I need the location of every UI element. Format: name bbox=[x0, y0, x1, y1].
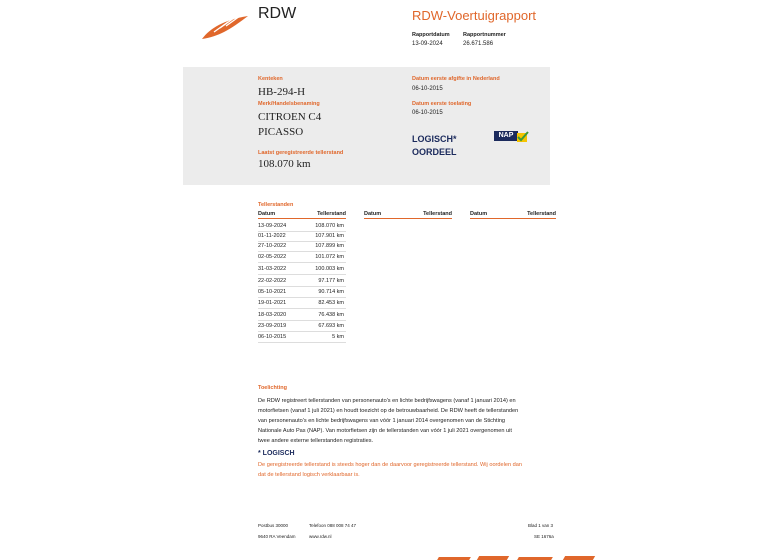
afgifte-value: 06-10-2015 bbox=[412, 86, 443, 92]
row-stand: 108.070 km bbox=[315, 223, 344, 229]
table-row bbox=[258, 276, 346, 287]
toelichting-paragraph bbox=[258, 396, 578, 446]
merk-value-line2: PICASSO bbox=[258, 126, 304, 138]
check-icon bbox=[516, 130, 530, 144]
col-header-datum-3: Datum bbox=[470, 211, 500, 219]
nap-logo-text: NAP bbox=[494, 131, 518, 141]
report-title: RDW-Voertuigrapport bbox=[412, 8, 537, 23]
row-stand: 101.072 km bbox=[315, 254, 344, 260]
row-stand: 107.899 km bbox=[315, 243, 344, 249]
row-stand: 5 km bbox=[332, 334, 344, 340]
row-datum: 05-10-2021 bbox=[258, 289, 287, 295]
toelating-label: Datum eerste toelating bbox=[412, 101, 472, 107]
row-datum: 01-11-2022 bbox=[258, 233, 286, 239]
toelichting-line: twee andere externe tellerstanden registraties. bbox=[258, 438, 374, 444]
col-header-datum-1: Datum bbox=[258, 211, 288, 219]
toelichting-title: Toelichting bbox=[258, 385, 287, 391]
row-stand: 90.714 km bbox=[318, 289, 344, 295]
rapportdatum-label: Rapportdatum bbox=[412, 32, 450, 38]
nap-logo-icon bbox=[494, 130, 530, 144]
logisch-line: dat de tellerstand logisch verklaarbaar is. bbox=[258, 472, 360, 478]
logisch-paragraph bbox=[258, 460, 578, 480]
row-stand: 76.438 km bbox=[318, 312, 344, 318]
table-row bbox=[258, 298, 346, 309]
row-datum: 23-09-2019 bbox=[258, 323, 287, 329]
logo-text: RDW bbox=[258, 5, 297, 22]
row-datum: 18-03-2020 bbox=[258, 312, 287, 318]
row-stand: 67.693 km bbox=[318, 323, 344, 329]
tellerstand-label: Laatst geregistreerde tellerstand bbox=[258, 150, 344, 156]
row-stand: 107.901 km bbox=[315, 233, 344, 239]
row-datum: 22-02-2022 bbox=[258, 278, 287, 284]
toelichting-line: De RDW registreert tellerstanden van personenauto's en lichte bedrijfswagens (vanaf 1 januari 2014) en bbox=[258, 398, 516, 404]
vehicle-summary-panel bbox=[183, 67, 550, 185]
col-header-stand-2: Tellerstand bbox=[394, 211, 452, 219]
row-datum: 19-01-2021 bbox=[258, 300, 287, 306]
row-datum: 13-09-2024 bbox=[258, 223, 287, 229]
toelating-value: 06-10-2015 bbox=[412, 110, 443, 116]
toelichting-line: Nationale Auto Pas (NAP). Van motorfietsen zijn de tellerstanden van vóór 1 juli 2021 overgenomen uit bbox=[258, 428, 512, 434]
row-datum: 06-10-2015 bbox=[258, 334, 287, 340]
kenteken-value: HB-294-H bbox=[258, 86, 306, 98]
footer-phone: Telefoon 088 008 74 47 bbox=[309, 523, 357, 528]
oordeel-line2: OORDEEL bbox=[412, 147, 457, 157]
tellerstanden-title: Tellerstanden bbox=[258, 202, 294, 208]
table-row bbox=[258, 264, 346, 275]
logisch-line: De geregistreerde tellerstand is steeds hoger dan de daarvoor geregistreerde tellerstand. Wij oordelen dan bbox=[258, 462, 522, 468]
toelichting-line: van personenauto's en lichte bedrijfswagens van vóór 1 januari 2014 overgenomen van de Stichting bbox=[258, 418, 506, 424]
col-header-stand-3: Tellerstand bbox=[500, 211, 556, 219]
footer-website: www.rdw.nl bbox=[309, 534, 332, 539]
table-row bbox=[258, 287, 346, 298]
row-stand: 82.453 km bbox=[318, 300, 344, 306]
tellerstand-value: 108.070 km bbox=[258, 158, 311, 170]
rapportdatum-value: 13-09-2024 bbox=[412, 41, 443, 47]
row-datum: 02-05-2022 bbox=[258, 254, 287, 260]
footer-decoration bbox=[438, 555, 598, 560]
merk-label: Merk/Handelsbenaming bbox=[258, 101, 320, 107]
logisch-title: * LOGISCH bbox=[258, 450, 295, 457]
footer-code: SE 1676a bbox=[534, 534, 554, 539]
row-stand: 100.003 km bbox=[315, 266, 344, 272]
rapportnummer-value: 26.671.586 bbox=[463, 41, 494, 47]
table-row bbox=[258, 321, 346, 332]
kenteken-label: Kenteken bbox=[258, 76, 283, 82]
row-stand: 97.177 km bbox=[318, 278, 344, 284]
panel-notch bbox=[183, 175, 259, 185]
afgifte-label: Datum eerste afgifte in Nederland bbox=[412, 76, 500, 82]
oordeel-line1: LOGISCH* bbox=[412, 134, 457, 144]
merk-value-line1: CITROEN C4 bbox=[258, 111, 322, 123]
table-row bbox=[258, 332, 346, 343]
col-header-stand-1: Tellerstand bbox=[288, 211, 346, 219]
table-row bbox=[258, 241, 346, 252]
toelichting-line: motorfietsen (vanaf 1 juli 2021) en houdt toezicht op de betrouwbaarheid. De RDW heeft de tellerstanden bbox=[258, 408, 519, 414]
table-row bbox=[258, 310, 346, 321]
table-row bbox=[258, 252, 346, 263]
rapportnummer-label: Rapportnummer bbox=[463, 32, 506, 38]
footer-address: 9640 RA Veendam bbox=[258, 534, 296, 539]
footer-postbus: Postbus 30000 bbox=[258, 523, 289, 528]
footer-page: Blad 1 van 3 bbox=[528, 523, 554, 528]
row-datum: 27-10-2022 bbox=[258, 243, 287, 249]
row-datum: 31-03-2022 bbox=[258, 266, 287, 272]
rdw-logo-icon bbox=[200, 10, 252, 42]
col-header-datum-2: Datum bbox=[364, 211, 394, 219]
